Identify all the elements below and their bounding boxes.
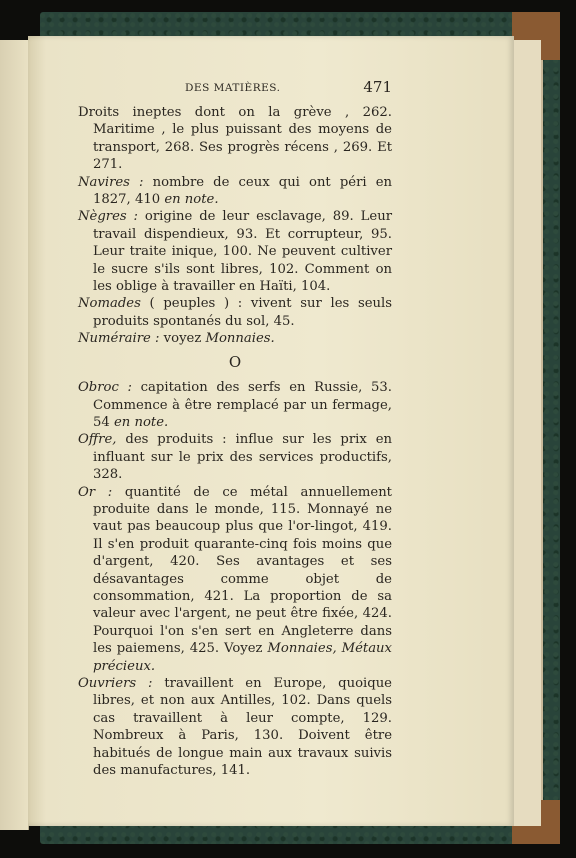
entry-text: des produits : influe sur les prix en influant sur le prix des services productifs, 328.: [93, 432, 392, 483]
entry-text: voyez: [159, 331, 206, 347]
entry-text: Monnaies, Métaux précieux.: [93, 641, 392, 674]
index-entry: [78, 431, 392, 483]
entry-text: nombre de ceux qui ont péri en 1827, 410: [93, 174, 392, 208]
running-head-title: DES MATIÈRES.: [185, 82, 281, 94]
facing-page-edge: [0, 40, 29, 830]
index-term: Ouvriers :: [78, 676, 153, 691]
index-term: Or :: [78, 484, 113, 500]
index-entry: [78, 208, 392, 295]
entry-text: ( peuples ) : vivent sur les seuls produits spontanés du sol, 45.: [93, 296, 392, 329]
entry-text: capitation des serfs en Russie, 53. Commence à être remplacé par un fermage, 54: [93, 380, 392, 430]
entry-text: Droits ineptes dont on la grève , 262. Maritime , le plus puissant des moyens de transport, 268. Ses progrès récens , 269. Et 271.: [78, 105, 392, 173]
index-term: Offre,: [78, 432, 117, 448]
entry-text: Monnaies.: [205, 331, 275, 347]
running-head: [185, 78, 392, 96]
index-entry: [78, 104, 392, 174]
entry-text: quantité de ce métal annuellement produite dans le monde, 115. Monnayé ne vaut pas beaucoup plus que l'or-lingot, 419. Il s'en produit quarante-cinq fois moins que d'argent, 420. Ses avantages et ses désavantages comme objet de consommation, 421. La proportion de sa valeur avec l'argent, ne peut être fixée, 424. Pourquoi l'on s'en sert en Angleterre dans les paiemens, 425. Voyez: [93, 484, 392, 657]
entries-before: [78, 104, 392, 348]
index-entry: [78, 484, 392, 675]
index-entry: [78, 174, 392, 209]
index-term: Obroc :: [78, 380, 132, 396]
index-term: Nègres :: [78, 209, 139, 225]
entry-text: travaillent en Europe, quoique libres, et non aux Antilles, 102. Dans quels cas travaillent à leur compte, 129. Nombreux à Paris, 130. Doivent être habitués de longue main aux travaux suivis des manufactures, 141.: [93, 676, 392, 779]
entry-text: en note.: [164, 192, 219, 208]
index-term: Numéraire :: [78, 331, 160, 347]
entry-text: en note.: [113, 414, 169, 430]
index-entry: [78, 330, 392, 347]
index-term: Navires :: [78, 174, 144, 190]
index-text: [78, 104, 392, 779]
index-entry: [78, 379, 392, 431]
entries-after: [78, 379, 392, 779]
entry-text: origine de leur esclavage, 89. Leur travail dispendieux, 93. Et corrupteur, 95. Leur traite inique, 100. Ne peuvent cultiver le sucre s'ils sont libres, 102. Comment on les oblige à travailler en Haïti, 104.: [93, 209, 393, 295]
section-letter: O: [228, 352, 242, 371]
index-entry: [78, 295, 392, 330]
page-fore-edge: [512, 40, 541, 826]
index-entry: [78, 675, 392, 779]
page-number: 471: [363, 78, 392, 96]
index-term: Nomades: [78, 296, 141, 312]
